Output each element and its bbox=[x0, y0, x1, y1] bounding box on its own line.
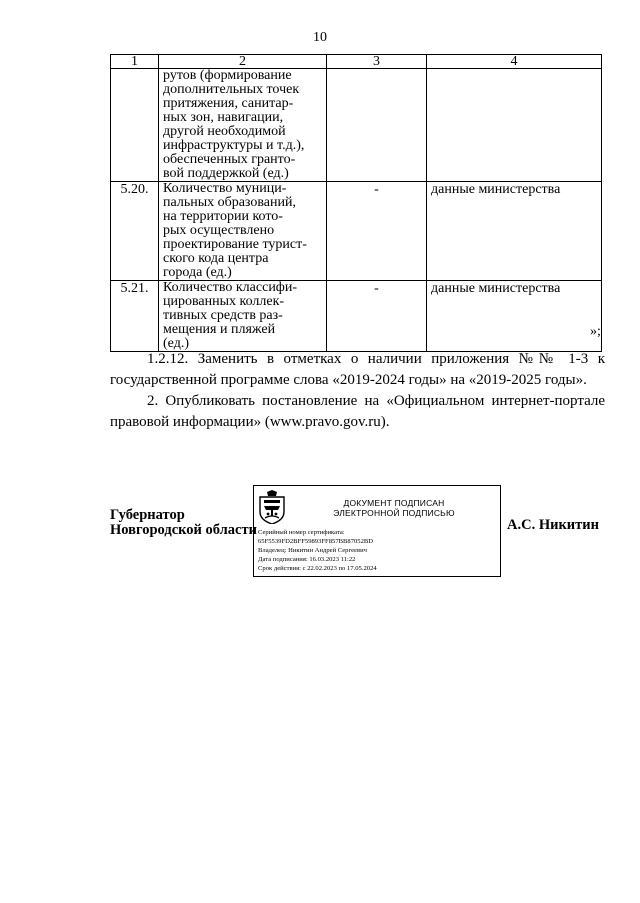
indicator-name bbox=[159, 281, 327, 352]
table-closing-mark: »; bbox=[590, 324, 601, 339]
table-header-row bbox=[111, 55, 602, 69]
indicator-line: рых осуществлено bbox=[163, 223, 275, 238]
indicator-line: проектирование турист- bbox=[163, 237, 307, 252]
indicator-line: Количество классифи- bbox=[163, 280, 298, 295]
indicator-line: пальных образований, bbox=[163, 195, 296, 210]
row-number: 5.20. bbox=[111, 182, 159, 281]
indicator-line: (ед.) bbox=[163, 336, 189, 351]
certificate-number: 65F5539FD2BFF59893FF857BB87052BD bbox=[258, 538, 374, 545]
stamp-header bbox=[294, 498, 494, 518]
signatory-title bbox=[110, 508, 257, 538]
indicator-line: на территории кото- bbox=[163, 209, 283, 224]
row-number: 5.21. bbox=[111, 281, 159, 352]
indicator-line: ского кода центра bbox=[163, 251, 269, 266]
paragraph-publication: 2. Опубликовать постановление на «Официальном интернет-портале правовой информации» (www.pravo.gov.ru). bbox=[110, 393, 605, 430]
signing-date: Дата подписания: 16.03.2023 11:22 bbox=[258, 556, 356, 563]
indicator-line: инфраструктуры и т.д.), bbox=[163, 138, 305, 153]
indicator-value: - bbox=[327, 182, 427, 281]
indicator-name bbox=[159, 69, 327, 182]
indicator-line: Количество муници- bbox=[163, 181, 287, 196]
indicator-source: данные министерства bbox=[427, 182, 602, 281]
table-row bbox=[111, 182, 602, 281]
paragraph-amendment: 1.2.12. Заменить в отметках о наличии приложения №№ 1-3 к государственной программе слова «2019-2024 годы» на «2019-2025 годы». bbox=[110, 351, 605, 388]
indicator-line: вой поддержкой (ед.) bbox=[163, 166, 289, 181]
indicator-line: притяжения, санитар- bbox=[163, 96, 294, 111]
novgorod-coat-of-arms-icon bbox=[258, 490, 286, 524]
indicator-line: дополнительных точек bbox=[163, 82, 300, 97]
indicator-line: мещения и пляжей bbox=[163, 322, 276, 337]
stamp-details bbox=[258, 528, 498, 573]
electronic-signature-stamp bbox=[253, 485, 501, 577]
table-row bbox=[111, 281, 602, 352]
indicator-line: тивных средств раз- bbox=[163, 308, 283, 323]
indicator-line: рутов (формирование bbox=[163, 68, 292, 83]
signer-name: А.С. Никитин bbox=[507, 517, 599, 533]
certificate-label: Серийный номер сертификата: bbox=[258, 529, 345, 536]
stamp-header-line: ЭЛЕКТРОННОЙ ПОДПИСЬЮ bbox=[333, 508, 455, 518]
indicator-line: обеспеченных гранто- bbox=[163, 152, 296, 167]
indicator-source: данные министерства bbox=[427, 281, 602, 352]
column-header: 2 bbox=[159, 55, 327, 69]
indicator-line: города (ед.) bbox=[163, 265, 232, 280]
column-header: 1 bbox=[111, 55, 159, 69]
indicator-value bbox=[327, 69, 427, 182]
indicator-value: - bbox=[327, 281, 427, 352]
table-row bbox=[111, 69, 602, 182]
signatory-title-line: Новгородской области bbox=[110, 522, 257, 538]
indicator-line: ных зон, навигации, bbox=[163, 110, 284, 125]
indicator-source bbox=[427, 69, 602, 182]
column-header: 3 bbox=[327, 55, 427, 69]
certificate-owner: Владелец: Никитин Андрей Сергеевич bbox=[258, 547, 367, 554]
row-number bbox=[111, 69, 159, 182]
indicator-line: цированных коллек- bbox=[163, 294, 285, 309]
stamp-header-line: ДОКУМЕНТ ПОДПИСАН bbox=[343, 498, 445, 508]
signatory-title-line: Губернатор bbox=[110, 507, 185, 523]
column-header: 4 bbox=[427, 55, 602, 69]
indicators-table bbox=[110, 54, 602, 352]
page-number: 10 bbox=[313, 30, 327, 45]
indicator-line: другой необходимой bbox=[163, 124, 286, 139]
certificate-validity: Срок действия: с 22.02.2023 по 17.05.2024 bbox=[258, 565, 377, 572]
indicator-name bbox=[159, 182, 327, 281]
